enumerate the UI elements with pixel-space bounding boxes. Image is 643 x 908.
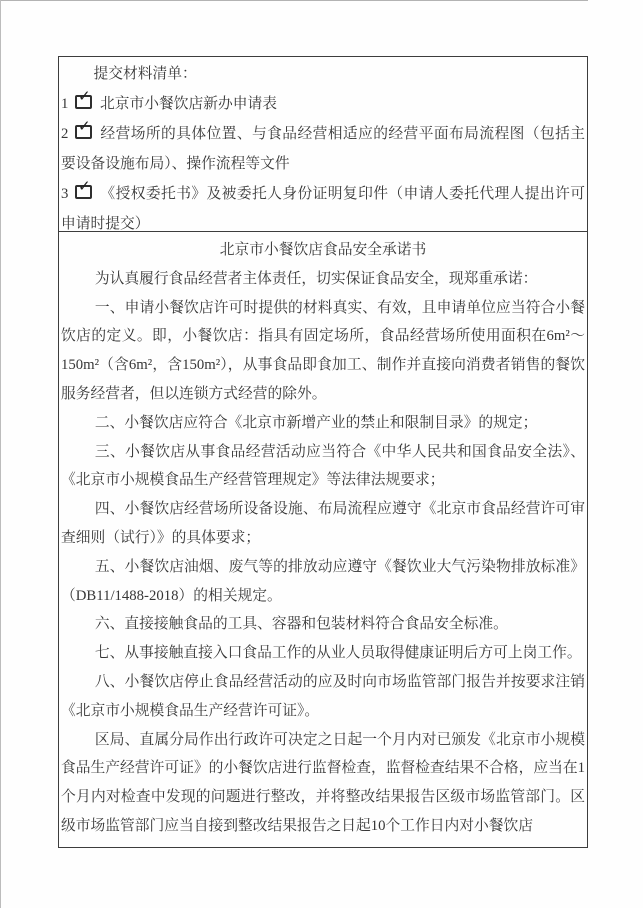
material-checklist-item — [61, 179, 585, 232]
document-table — [58, 56, 588, 848]
pledge-letter-cell — [59, 232, 587, 847]
pledge-paragraph: 区局、直属分局作出行政许可决定之日起一个月内对已颁发《北京市小规模食品生产经营许可证》的小餐饮店进行监督检查，监督检查结果不合格，应当在1个月内对检查中发现的问题进行整改，并将整改结果报告区级市场监管部门。区级市场监管部门应当自接到整改结果报告之日起10个工作日内对小餐饮店 — [61, 731, 585, 834]
material-item-number: 3 — [61, 186, 69, 202]
material-checklist-item — [61, 89, 585, 119]
pledge-paragraph: 一、申请小餐饮店许可时提供的材料真实、有效，且申请单位应当符合小餐饮店的定义。即，小餐饮店：指具有固定场所，食品经营场所使用面积在6m²～150m²（含6m²，含150m²），从事食品即食加工、制作并直接向消费者销售的餐饮服务经营者，但以连锁方式经营的除外。 — [61, 299, 585, 402]
checkbox-checked-icon — [75, 87, 92, 109]
pledge-title: 北京市小餐饮店食品安全承诺书 — [219, 242, 427, 258]
pledge-paragraph: 四、小餐饮店经营场所设备设施、布局流程应遵守《北京市食品经营许可审查细则（试行）》的具体要求； — [61, 501, 585, 546]
checkbox-checked-icon — [75, 117, 92, 139]
material-item-number: 2 — [61, 126, 69, 142]
checkbox-checked-icon — [75, 177, 92, 199]
page-top-edge-divider — [0, 0, 588, 1]
materials-checklist-cell — [59, 57, 587, 232]
material-item-label: 《授权委托书》及被委托人身份证明复印件（申请人委托代理人提出许可申请时提交） — [61, 186, 585, 232]
pledge-paragraph: 五、小餐饮店油烟、废气等的排放动应遵守《餐饮业大气污染物排放标准》（DB11/1488-2018）的相关规定。 — [61, 558, 585, 604]
materials-checklist-header: 提交材料清单： — [93, 66, 197, 82]
pledge-paragraph: 三、小餐饮店从事食品经营活动应当符合《中华人民共和国食品安全法》、《北京市小规模食品生产经营管理规定》等法律法规要求； — [61, 443, 585, 489]
pledge-paragraph: 八、小餐饮店停止食品经营活动的应及时向市场监管部门报告并按要求注销《北京市小规模食品生产经营许可证》。 — [61, 673, 585, 719]
material-item-label: 北京市小餐饮店新办申请表 — [100, 96, 277, 112]
page-left-edge-divider — [0, 0, 1, 908]
pledge-paragraph: 七、从事接触直接入口食品工作的从业人员取得健康证明后方可上岗工作。 — [94, 645, 582, 662]
checkmark-icon: ✓ — [78, 117, 91, 135]
checkmark-icon: ✓ — [78, 177, 91, 195]
checkmark-icon: ✓ — [78, 87, 91, 105]
pledge-paragraph: 为认真履行食品经营者主体责任，切实保证食品安全，现郑重承诺： — [94, 270, 538, 287]
pledge-paragraph: 六、直接接触食品的工具、容器和包装材料符合食品安全标准。 — [94, 616, 508, 633]
pledge-paragraph: 二、小餐饮店应符合《北京市新增产业的禁止和限制目录》的规定； — [94, 414, 538, 431]
material-checklist-item — [61, 119, 585, 179]
material-item-number: 1 — [61, 96, 69, 112]
material-item-label: 经营场所的具体位置、与食品经营相适应的经营平面布局流程图（包括主要设备设施布局）、操作流程等文件 — [61, 126, 585, 172]
